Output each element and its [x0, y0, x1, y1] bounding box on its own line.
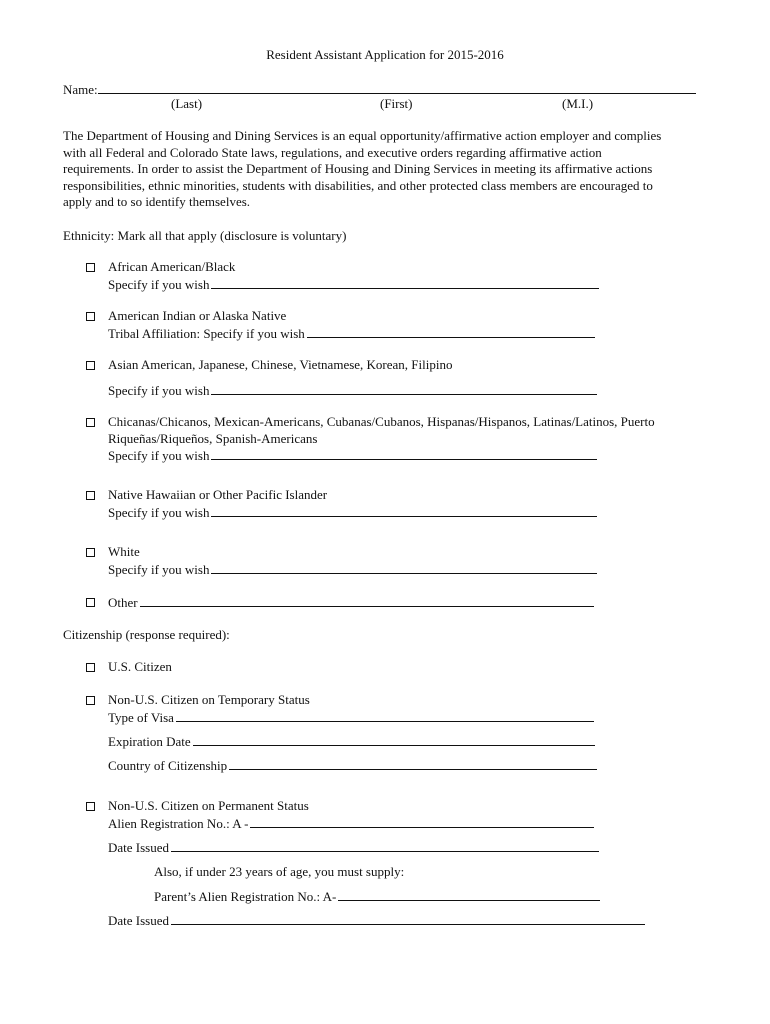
specify-field[interactable] — [211, 447, 597, 460]
tribal-affiliation-field[interactable] — [307, 325, 595, 338]
checkbox-american-indian[interactable] — [86, 312, 95, 321]
option-american-indian-label: American Indian or Alaska Native — [108, 308, 287, 323]
citizenship-heading: Citizenship (response required): — [63, 627, 230, 642]
country-field[interactable] — [229, 757, 597, 770]
specify-row — [108, 276, 599, 294]
intro-line: apply and to so identify themselves. — [63, 194, 251, 209]
checkbox-us-citizen[interactable] — [86, 663, 95, 672]
specify-field[interactable] — [211, 561, 597, 574]
specify-row — [108, 561, 597, 579]
intro-paragraph — [63, 128, 708, 211]
visa-label: Type of Visa — [108, 710, 174, 725]
parent-alien-label: Parent’s Alien Registration No.: A- — [154, 889, 337, 904]
expiration-label: Expiration Date — [108, 734, 191, 749]
date-issued-row — [108, 839, 599, 857]
tribal-affiliation-row — [108, 325, 595, 343]
expiration-row — [108, 733, 595, 751]
country-row — [108, 757, 597, 775]
specify-label: Specify if you wish — [108, 448, 210, 463]
parent-date-issued-row — [108, 912, 645, 930]
date-issued-field[interactable] — [171, 839, 599, 852]
mi-sublabel: (M.I.) — [562, 96, 594, 111]
parent-alien-row — [154, 888, 600, 906]
parent-alien-field[interactable] — [338, 888, 600, 901]
expiration-field[interactable] — [193, 733, 595, 746]
intro-line: responsibilities, ethnic minorities, students with disabilities, and other protected class members are encouraged to — [63, 177, 653, 193]
visa-field[interactable] — [176, 709, 594, 722]
intro-line: with all Federal and Colorado State laws, regulations, and executive orders regarding affirmative action — [63, 144, 602, 160]
alien-registration-row — [108, 815, 594, 833]
other-field[interactable] — [140, 594, 594, 607]
specify-row — [108, 504, 597, 522]
parent-date-issued-label: Date Issued — [108, 913, 170, 928]
specify-label: Specify if you wish — [108, 277, 210, 292]
checkbox-native-hawaiian[interactable] — [86, 491, 95, 500]
form-title: Resident Assistant Application for 2015-2016 — [266, 47, 504, 62]
country-label: Country of Citizenship — [108, 758, 228, 773]
checkbox-asian-american[interactable] — [86, 361, 95, 370]
option-african-american-label: African American/Black — [108, 259, 236, 274]
intro-line: requirements. In order to assist the Department of Housing and Dining Services in meeting its affirmative actions — [63, 161, 653, 176]
permanent-status-label: Non-U.S. Citizen on Permanent Status — [108, 798, 309, 813]
option-white-label: White — [108, 544, 140, 559]
name-field[interactable] — [98, 80, 696, 94]
us-citizen-label: U.S. Citizen — [108, 659, 172, 674]
option-other-label: Other — [108, 595, 138, 610]
temporary-status-label: Non-U.S. Citizen on Temporary Status — [108, 692, 310, 707]
option-hispanic-label-cont: Riqueñas/Riqueños, Spanish-Americans — [108, 431, 318, 446]
option-hispanic-label: Chicanas/Chicanos, Mexican-Americans, Cubanas/Cubanos, Hispanas/Hispanos, Latinas/Latinos, Puerto — [108, 414, 655, 429]
last-sublabel: (Last) — [171, 96, 203, 111]
specify-label: Specify if you wish — [108, 505, 210, 520]
specify-row — [108, 447, 597, 465]
specify-label: Specify if you wish — [108, 383, 210, 398]
specify-field[interactable] — [211, 276, 599, 289]
under23-note: Also, if under 23 years of age, you must supply: — [154, 864, 405, 879]
tribal-affiliation-label: Tribal Affiliation: Specify if you wish — [108, 326, 305, 341]
checkbox-hispanic[interactable] — [86, 418, 95, 427]
alien-registration-field[interactable] — [250, 815, 594, 828]
date-issued-label: Date Issued — [108, 840, 170, 855]
visa-row — [108, 709, 594, 727]
checkbox-other[interactable] — [86, 598, 95, 607]
specify-field[interactable] — [211, 504, 597, 517]
checkbox-african-american[interactable] — [86, 263, 95, 272]
checkbox-white[interactable] — [86, 548, 95, 557]
checkbox-permanent-status[interactable] — [86, 802, 95, 811]
option-native-hawaiian-label: Native Hawaiian or Other Pacific Islander — [108, 487, 328, 502]
alien-registration-label: Alien Registration No.: A - — [108, 816, 249, 831]
checkbox-temporary-status[interactable] — [86, 696, 95, 705]
intro-line: The Department of Housing and Dining Services is an equal opportunity/affirmative action employer and complies — [63, 128, 662, 143]
other-row — [108, 594, 594, 612]
parent-date-issued-field[interactable] — [171, 912, 645, 925]
first-sublabel: (First) — [380, 96, 413, 111]
option-asian-american-label: Asian American, Japanese, Chinese, Vietnamese, Korean, Filipino — [108, 357, 453, 372]
specify-label: Specify if you wish — [108, 562, 210, 577]
name-label: Name: — [63, 82, 98, 97]
specify-field[interactable] — [211, 382, 597, 395]
ethnicity-heading: Ethnicity: Mark all that apply (disclosure is voluntary) — [63, 228, 347, 243]
specify-row — [108, 382, 597, 400]
